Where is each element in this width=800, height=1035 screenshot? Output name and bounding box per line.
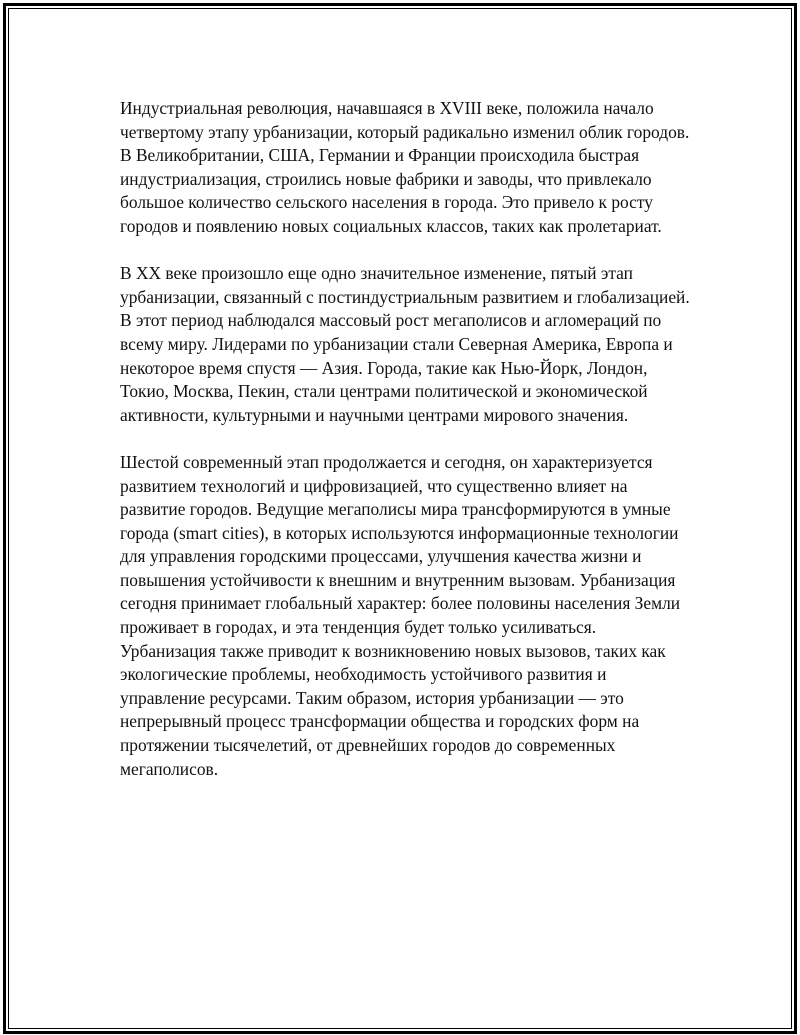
paragraph-industrial-revolution: Индустриальная революция, начавшаяся в XVIII веке, положила начало четвертому этапу урбанизации, который радикально изменил облик городов. В Великобритании, США, Германии и Франции происходила быстрая индустриализация, строились новые фабрики и заводы, что привлекало большое количество сельского населения в города. Это привело к росту городов и появлению новых социальных классов, таких как пролетариат. [120, 98, 690, 236]
document-body [120, 97, 695, 805]
paragraph-modern-stage: Шестой современный этап продолжается и сегодня, он характеризуется развитием технологий и цифровизацией, что существенно влияет на развитие городов. Ведущие мегаполисы мира трансформируются в умные города (smart cities), в которых используются информационные технологии для управления городскими процессами, улучшения качества жизни и повышения устойчивости к внешним и внутренним вызовам. Урбанизация сегодня принимает глобальный характер: более половины населения Земли проживает в городах, и эта тенденция будет только усиливаться. Урбанизация также приводит к возникновению новых вызовов, таких как экологические проблемы, необходимость устойчивого развития и управление ресурсами. Таким образом, история урбанизации — это непрерывный процесс трансформации общества и городских форм на протяжении тысячелетий, от древнейших городов до современных мегаполисов. [120, 451, 681, 779]
paragraph-twentieth-century: В XX веке произошло еще одно значительное изменение, пятый этап урбанизации, связанный с постиндустриальным развитием и глобализацией. В этот период наблюдался массовый рост мегаполисов и агломераций по всему миру. Лидерами по урбанизации стали Северная Америка, Европа и некоторое время спустя — Азия. Города, такие как Нью-Йорк, Лондон, Токио, Москва, Пекин, стали центрами политической и экономической активности, культурными и научными центрами мирового значения. [120, 263, 690, 425]
page-frame [3, 3, 797, 1034]
